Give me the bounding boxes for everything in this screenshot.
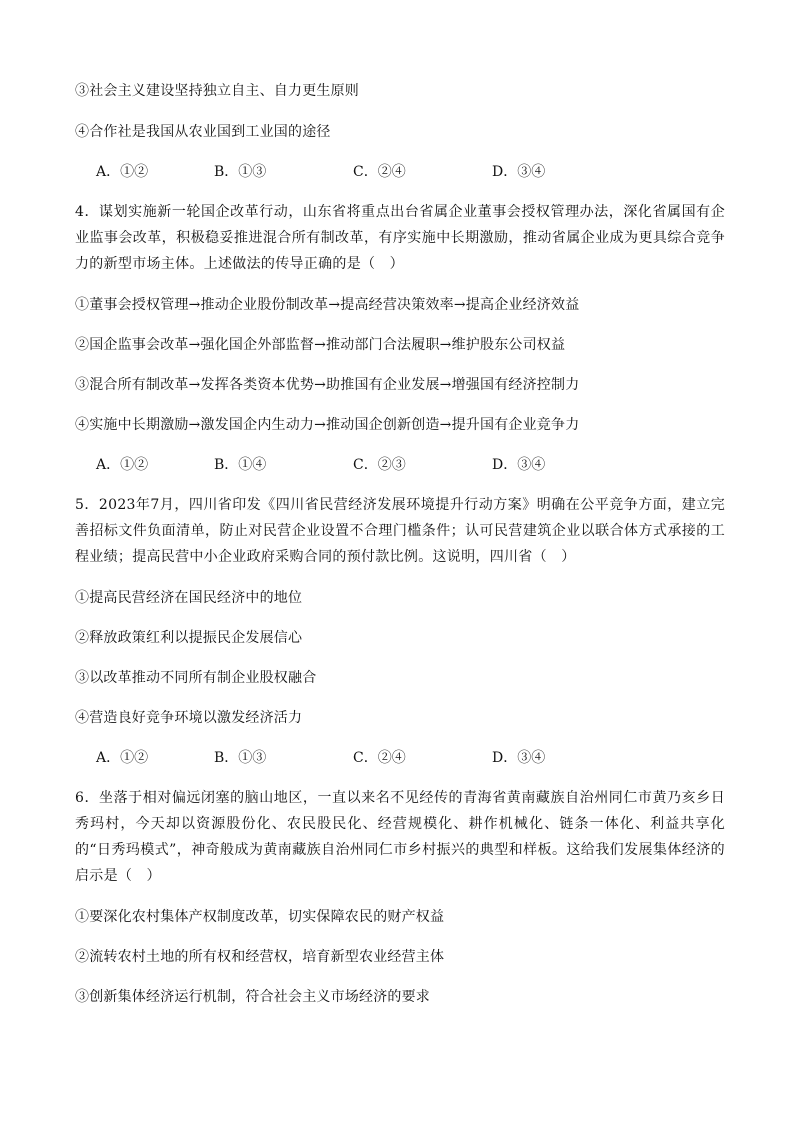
q4-option-1: ①董事会授权管理→推动企业股份制改革→提高经营决策效率→提高企业经济效益 [75, 297, 580, 313]
q5-choice-a: A．①② [96, 750, 149, 766]
q5-choice-d: D．③④ [492, 750, 546, 766]
q4-option-2: ②国企监事会改革→强化国企外部监督→推动部门合法履职→维护股东公司权益 [75, 337, 566, 353]
q6-option-2: ②流转农村土地的所有权和经营权，培育新型农业经营主体 [75, 949, 445, 965]
q3-answer-choices [96, 162, 696, 182]
q5-option-4: ④营造良好竞争环境以激发经济活力 [75, 710, 303, 726]
q5-choice-b: B．①③ [214, 750, 267, 766]
q5-answer-choices [96, 748, 696, 768]
q4-choice-d: D．③④ [492, 457, 546, 473]
q4-option-4: ④实施中长期激励→激发国企内生动力→推动国企创新创造→提升国有企业竞争力 [75, 417, 580, 433]
q6-option-3: ③创新集体经济运行机制，符合社会主义市场经济的要求 [75, 989, 430, 1005]
q3-choice-c: C．②④ [353, 164, 406, 180]
q5-option-3: ③以改革推动不同所有制企业股权融合 [75, 670, 317, 686]
q5-choice-c: C．②④ [353, 750, 406, 766]
q4-choice-a: A．①② [96, 457, 149, 473]
q5-option-2: ②释放政策红利以提振民企发展信心 [75, 630, 303, 646]
q5-stem: 5．2023年7月，四川省印发《四川省民营经济发展环境提升行动方案》明确在公平竞争方面，建立完善招标文件负面清单，防止对民营企业设置不合理门槛条件；认可民营建筑企业以联合体方式承接的工程业绩；提高民营中小企业政府采购合同的预付款比例。这说明，四川省（ ） [75, 497, 725, 565]
q6-stem: 6．坐落于相对偏远闭塞的脑山地区，一直以来名不见经传的青海省黄南藏族自治州同仁市黄乃亥乡日秀玛村，今天却以资源股份化、农民股民化、经营规模化、耕作机械化、链条一体化、利益共享化的“日秀玛模式”，神奇般成为黄南藏族自治州同仁市乡村振兴的典型和样板。这给我们发展集体经济的启示是（ ） [75, 790, 725, 884]
q4-answer-choices [96, 455, 696, 475]
q4-choice-b: B．①④ [214, 457, 267, 473]
q3-option-4: ④合作社是我国从农业国到工业国的途径 [75, 124, 331, 140]
q3-option-3: ③社会主义建设坚持独立自主、自力更生原则 [75, 83, 359, 99]
q4-stem: 4．谋划实施新一轮国企改革行动，山东省将重点出台省属企业董事会授权管理办法，深化省属国有企业监事会改革，积极稳妥推进混合所有制改革，有序实施中长期激励，推动省属企业成为更具综合竞争力的新型市场主体。上述做法的传导正确的是（ ） [75, 204, 725, 272]
q3-choice-a: A．①② [96, 164, 149, 180]
q4-choice-c: C．②③ [353, 457, 406, 473]
q3-choice-b: B．①③ [214, 164, 267, 180]
q3-choice-d: D．③④ [492, 164, 546, 180]
q4-option-3: ③混合所有制改革→发挥各类资本优势→助推国有企业发展→增强国有经济控制力 [75, 377, 580, 393]
q5-option-1: ①提高民营经济在国民经济中的地位 [75, 590, 303, 606]
q6-option-1: ①要深化农村集体产权制度改革，切实保障农民的财产权益 [75, 909, 445, 925]
